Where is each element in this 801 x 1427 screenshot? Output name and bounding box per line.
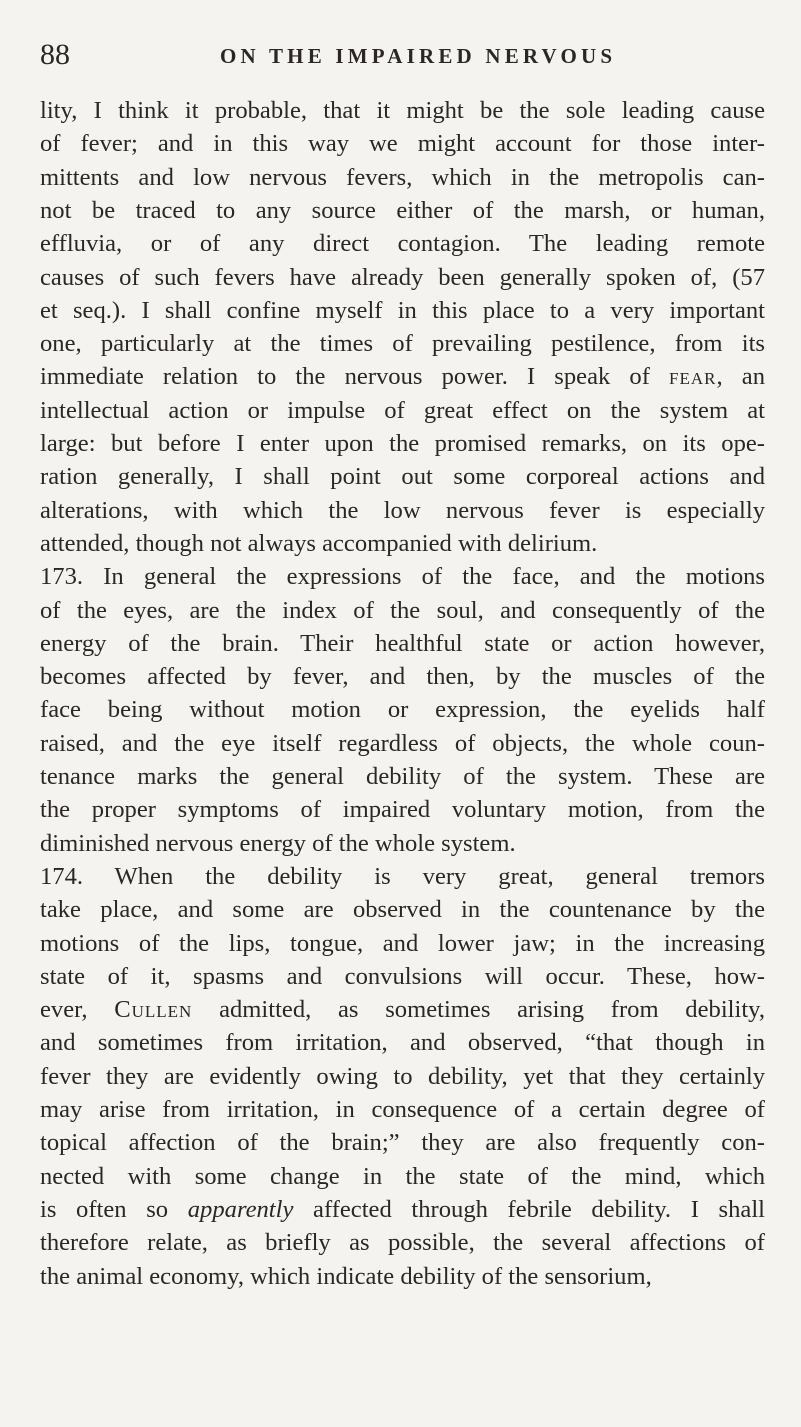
text-line [40,993,765,1027]
text-segment: ever, [40,996,115,1024]
text-line: of the eyes, are the index of the soul, and consequently of the [40,596,765,624]
text-segment: affected through febrile debility. I shall [293,1195,765,1223]
small-caps-term: fear [669,363,717,391]
running-head: ON THE IMPAIRED NERVOUS [220,44,617,68]
text-line: causes of such fevers have already been generally spoken of, (57 [40,263,765,291]
text-line: energy of the brain. Their healthful state or action however, [40,629,765,657]
page-number: 88 [40,38,70,71]
text-line: ration generally, I shall point out some corporeal actions and [40,463,765,491]
small-caps-term: Cullen [114,996,193,1024]
text-line: raised, and the eye itself regardless of objects, the whole coun- [40,729,765,757]
text-line: diminished nervous energy of the whole system. [40,829,516,857]
text-line: state of it, spasms and convulsions will occur. These, how- [40,962,765,990]
text-segment: immediate relation to the nervous power. I speak of [40,363,670,391]
text-line: therefore relate, as briefly as possible, the several affections of [40,1229,765,1257]
text-line: may arise from irritation, in consequence of a certain degree of [40,1096,765,1123]
text-line: lity, I think it probable, that it might be the sole leading cause [40,97,765,124]
text-line: nected with some change in the state of the mind, which [40,1162,765,1190]
text-line [40,360,765,394]
text-line: face being without motion or expression, the eyelids half [40,696,765,724]
text-line: attended, though not always accompanied with delirium. [40,529,598,557]
text-line: 174. When the debility is very great, general tremors [40,862,765,890]
text-line: becomes affected by fever, and then, by the muscles of the [40,663,765,691]
text-segment: is often so [40,1195,188,1223]
text-line: intellectual action or impulse of great effect on the system at [40,396,765,424]
text-line: et seq.). I shall confine myself in this place to a very important [40,296,765,324]
text-segment: admitted, as sometimes arising from debility, [192,996,765,1024]
text-line: motions of the lips, tongue, and lower jaw; in the increasing [40,929,765,957]
text-line: alterations, with which the low nervous fever is especially [40,496,765,524]
text-line: tenance marks the general debility of the system. These are [40,763,765,790]
text-line: 173. In general the expressions of the face, and the motions [40,563,765,591]
text-line: of fever; and in this way we might account for those inter- [40,130,765,158]
text-line: topical affection of the brain;” they are also frequently con- [40,1129,765,1157]
text-line: not be traced to any source either of the marsh, or human, [40,196,765,224]
text-segment: , an [716,363,766,391]
text-line [40,1193,765,1227]
text-line: the animal economy, which indicate debility of the sensorium, [40,1262,652,1290]
page-header [40,38,761,78]
italic-term: apparently [187,1195,294,1223]
text-line: large: but before I enter upon the promised remarks, on its ope- [40,430,765,457]
text-line: mittents and low nervous fevers, which in the metropolis can- [40,163,765,191]
text-line: and sometimes from irritation, and observed, “that though in [40,1029,765,1057]
text-line: effluvia, or of any direct contagion. The leading remote [40,230,765,258]
text-line: the proper symptoms of impaired voluntary motion, from the [40,796,765,824]
text-line: one, particularly at the times of prevailing pestilence, from its [40,330,765,358]
text-line: fever they are evidently owing to debility, yet that they certainly [40,1062,765,1090]
text-line: take place, and some are observed in the countenance by the [40,896,765,924]
